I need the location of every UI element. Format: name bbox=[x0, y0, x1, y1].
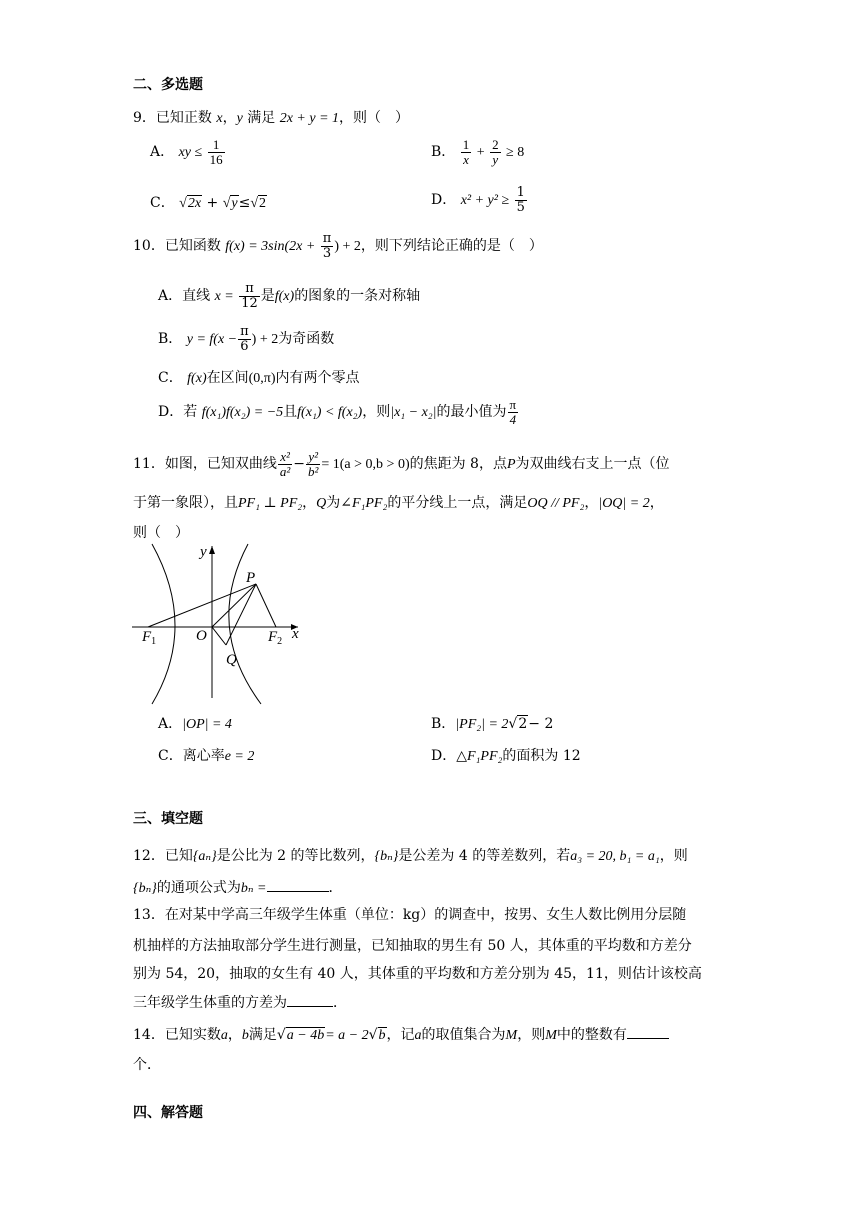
var-M: M bbox=[545, 1028, 557, 1043]
q14-text: 满足 bbox=[248, 1027, 277, 1043]
option-text: 为奇函数 bbox=[278, 331, 335, 348]
q9-option-c bbox=[150, 192, 267, 212]
q11-text: ， bbox=[649, 495, 664, 511]
math: ∠F₁PF₂ bbox=[340, 496, 388, 511]
math: △F₁PF₂ bbox=[456, 749, 503, 764]
q9-option-d bbox=[431, 186, 528, 214]
q13-line2: 机抽样的方法抽取部分学生进行测量，已知抽取的男生有 50 人，其体重的平均数和方差分 bbox=[133, 938, 692, 954]
math: x = bbox=[214, 289, 234, 305]
le: ≤ bbox=[238, 195, 251, 211]
var-x: x bbox=[216, 111, 223, 126]
q13-text: 三年级学生体重的方差为 bbox=[133, 995, 287, 1011]
segment-OP bbox=[212, 584, 256, 627]
answer-blank[interactable] bbox=[627, 1038, 669, 1039]
q11-line3: 则（ ） bbox=[133, 525, 189, 541]
q9-condition: 2x + y = 1 bbox=[279, 111, 340, 126]
section-heading-multi: 二、多选题 bbox=[133, 77, 203, 93]
q12-line2 bbox=[133, 877, 343, 897]
q12-line1 bbox=[133, 845, 688, 865]
q9d-math: x² + y² ≥ bbox=[460, 193, 510, 209]
math: {bₙ} bbox=[374, 849, 399, 864]
var-M: M bbox=[505, 1028, 518, 1043]
hyperbola-figure bbox=[130, 538, 310, 708]
math: f(x₁) < f(x₂) bbox=[297, 405, 363, 421]
var-Q: Q bbox=[316, 496, 327, 511]
option-text: C．离心率 bbox=[158, 748, 225, 764]
sqrt: √b bbox=[368, 1027, 386, 1043]
option-text: 是 bbox=[260, 288, 275, 305]
fraction: $\frac{\pi}{4}$ bbox=[509, 397, 517, 427]
math: − 2 bbox=[528, 716, 554, 732]
option-text: C． bbox=[158, 370, 183, 386]
option-text: D．若 bbox=[158, 404, 198, 421]
math: f(x₁)f(x₂) = −5 bbox=[201, 405, 284, 421]
var-a: a bbox=[414, 1028, 422, 1043]
math: {aₙ} bbox=[192, 849, 217, 864]
q13-line4 bbox=[133, 992, 347, 1012]
q14-text: ，则 bbox=[517, 1027, 546, 1043]
q11-text: 11．如图，已知双曲线 bbox=[133, 456, 277, 473]
math: OQ // PF₂ bbox=[527, 496, 585, 511]
q9-text: ，则（ ） bbox=[339, 110, 410, 126]
var-y: y bbox=[236, 111, 243, 126]
label-O: O bbox=[196, 628, 207, 644]
q14-text: ，记 bbox=[386, 1027, 415, 1043]
plus: + bbox=[206, 195, 219, 211]
fraction: $\frac{1}{16}$ bbox=[209, 137, 223, 167]
q12-text: 是公比为 2 的等比数列， bbox=[216, 848, 375, 864]
sqrt: √2x bbox=[179, 196, 202, 211]
math: = 1(a > 0,b > 0) bbox=[321, 457, 410, 473]
math: |OP| = 4 bbox=[182, 717, 232, 732]
q13-line3: 别为 54，20，抽取的女生有 40 人，其体重的平均数和方差分别为 45，11，则估计该校高 bbox=[133, 966, 702, 982]
q10-option-b bbox=[158, 325, 334, 353]
q11-text: 的焦距为 8，点 bbox=[409, 456, 507, 473]
option-text: 内有两个零点 bbox=[275, 370, 360, 386]
math: PF₁ ⊥ PF₂ bbox=[238, 496, 303, 511]
option-text: 在区间 bbox=[206, 370, 249, 386]
var-a: a bbox=[220, 1028, 228, 1043]
option-letter: B． bbox=[431, 716, 456, 732]
q14-text: 14．已知实数 bbox=[133, 1027, 221, 1043]
fraction: $\frac{1}{5}$ bbox=[516, 185, 525, 215]
q14-line2: 个． bbox=[133, 1057, 161, 1073]
y-arrow-icon bbox=[209, 546, 215, 554]
q11-text: ， bbox=[584, 495, 599, 511]
math: bₙ = bbox=[240, 881, 267, 896]
option-letter: D． bbox=[431, 748, 457, 764]
q14-text: 的取值集合为 bbox=[421, 1027, 506, 1043]
q9-text: 满足 bbox=[247, 110, 276, 126]
q9b-math: ≥ 8 bbox=[506, 145, 525, 161]
math: e = 2 bbox=[224, 749, 255, 764]
label-P: P bbox=[246, 570, 256, 586]
math: |PF₂| = 2 bbox=[455, 717, 509, 732]
fraction: $\frac{1}{x}$ bbox=[462, 137, 470, 167]
option-text: 的图象的一条对称轴 bbox=[294, 288, 421, 305]
fraction: $\frac{2}{y}$ bbox=[492, 137, 499, 167]
math: a₃ = 20, b₁ = a₁ bbox=[570, 849, 660, 864]
q13-line1: 13．在对某中学高三年级学生体重（单位：kg）的调查中，按男、女生人数比例用分层随 bbox=[133, 907, 687, 923]
fraction: $\frac{\text{x²}}{\text{a²}}$ bbox=[279, 449, 291, 479]
q11-text: 为 bbox=[326, 495, 341, 511]
q11-line2 bbox=[133, 492, 664, 512]
answer-blank[interactable] bbox=[267, 891, 329, 892]
math: y = f(x − bbox=[186, 332, 238, 348]
segment-PF1 bbox=[148, 584, 256, 627]
q13-text: ． bbox=[333, 995, 347, 1011]
q11-option-b bbox=[431, 713, 553, 733]
q14-text: ， bbox=[227, 1027, 242, 1043]
q12-text: 12．已知 bbox=[133, 848, 193, 864]
q10-option-c bbox=[158, 367, 360, 387]
var-P: P bbox=[506, 457, 516, 473]
q11-option-c bbox=[158, 745, 254, 765]
var-b: b bbox=[241, 1028, 249, 1043]
option-letter: C． bbox=[150, 195, 175, 211]
q9a-math: xy ≤ bbox=[178, 145, 203, 161]
q10-option-a bbox=[158, 282, 420, 310]
option-letter: B． bbox=[431, 144, 456, 161]
q11-line1 bbox=[133, 450, 670, 478]
q11-text: ， bbox=[302, 495, 317, 511]
math: = a − 2 bbox=[325, 1028, 369, 1043]
q11-text: 于第一象限），且 bbox=[133, 495, 238, 511]
option-text: 的最小值为 bbox=[436, 404, 507, 421]
math: f(x) bbox=[274, 289, 295, 305]
option-letter: D． bbox=[431, 192, 457, 209]
q12-text: 的通项公式为 bbox=[156, 880, 241, 896]
q9-stem bbox=[133, 107, 409, 127]
label-F1: $F_1$ bbox=[142, 629, 157, 647]
option-text: A．直线 bbox=[158, 288, 211, 305]
q12-text: ． bbox=[328, 880, 343, 896]
math: ) + 2 bbox=[251, 332, 279, 348]
segment-PF2 bbox=[256, 584, 276, 627]
q11-text: 为双曲线右支上一点（位 bbox=[515, 456, 670, 473]
q11-option-d bbox=[431, 745, 581, 765]
right-branch bbox=[229, 544, 261, 704]
q10-function: f(x) = 3sin(2x + bbox=[225, 239, 316, 255]
answer-blank[interactable] bbox=[287, 1006, 333, 1007]
q10-option-d bbox=[158, 398, 519, 426]
option-text: 且 bbox=[283, 404, 298, 421]
sqrt: √2 bbox=[250, 196, 267, 211]
q10-text: ，则下列结论正确的是（ ） bbox=[360, 238, 543, 255]
q14-line1 bbox=[133, 1024, 669, 1044]
fraction: $\frac{\text{y²}}{\text{b²}}$ bbox=[307, 449, 319, 479]
fraction: $\frac{\pi}{6}$ bbox=[240, 324, 249, 354]
math: |x₁ − x₂| bbox=[390, 405, 437, 421]
option-text: ，则 bbox=[362, 404, 391, 421]
math: f(x) bbox=[187, 371, 207, 386]
label-F2: $F_2$ bbox=[268, 629, 283, 647]
q12-text: 是公差为 4 的等差数列，若 bbox=[398, 848, 571, 864]
math: |OQ| = 2 bbox=[598, 496, 650, 511]
fraction: $\frac{\pi}{3}$ bbox=[322, 231, 332, 261]
q9-option-b bbox=[431, 138, 524, 166]
q10-text: 10．已知函数 bbox=[133, 238, 221, 255]
plus: + bbox=[476, 145, 485, 161]
section-heading-fill: 三、填空题 bbox=[133, 811, 203, 827]
q10-function: ) + 2 bbox=[334, 239, 361, 255]
sqrt: √2 bbox=[508, 716, 528, 732]
q10-stem bbox=[133, 232, 543, 260]
label-x: x bbox=[292, 626, 299, 642]
sqrt: √y bbox=[222, 196, 238, 211]
label-y: y bbox=[200, 544, 207, 560]
math: (0,π) bbox=[248, 371, 276, 386]
q9-text: ， bbox=[222, 110, 237, 126]
section-heading-answer: 四、解答题 bbox=[133, 1105, 203, 1121]
q11-text: 的平分线上一点，满足 bbox=[387, 495, 528, 511]
segment-OQ bbox=[212, 627, 226, 645]
math: {bₙ} bbox=[133, 881, 157, 896]
q9-text: 9．已知正数 bbox=[133, 110, 212, 126]
option-letter: A． bbox=[150, 144, 175, 161]
q11-option-a bbox=[158, 713, 232, 733]
option-text: 的面积为 12 bbox=[502, 748, 581, 764]
label-Q: Q bbox=[226, 652, 237, 668]
q9-option-a bbox=[150, 138, 226, 166]
sqrt: √a − 4b bbox=[276, 1027, 325, 1043]
q12-text: ，则 bbox=[659, 848, 688, 864]
q14-text: 中的整数有 bbox=[556, 1027, 627, 1043]
fraction: $\frac{\pi}{12}$ bbox=[241, 281, 258, 311]
minus: − bbox=[293, 456, 305, 473]
option-text: B． bbox=[158, 331, 183, 348]
option-letter: A． bbox=[158, 716, 183, 732]
